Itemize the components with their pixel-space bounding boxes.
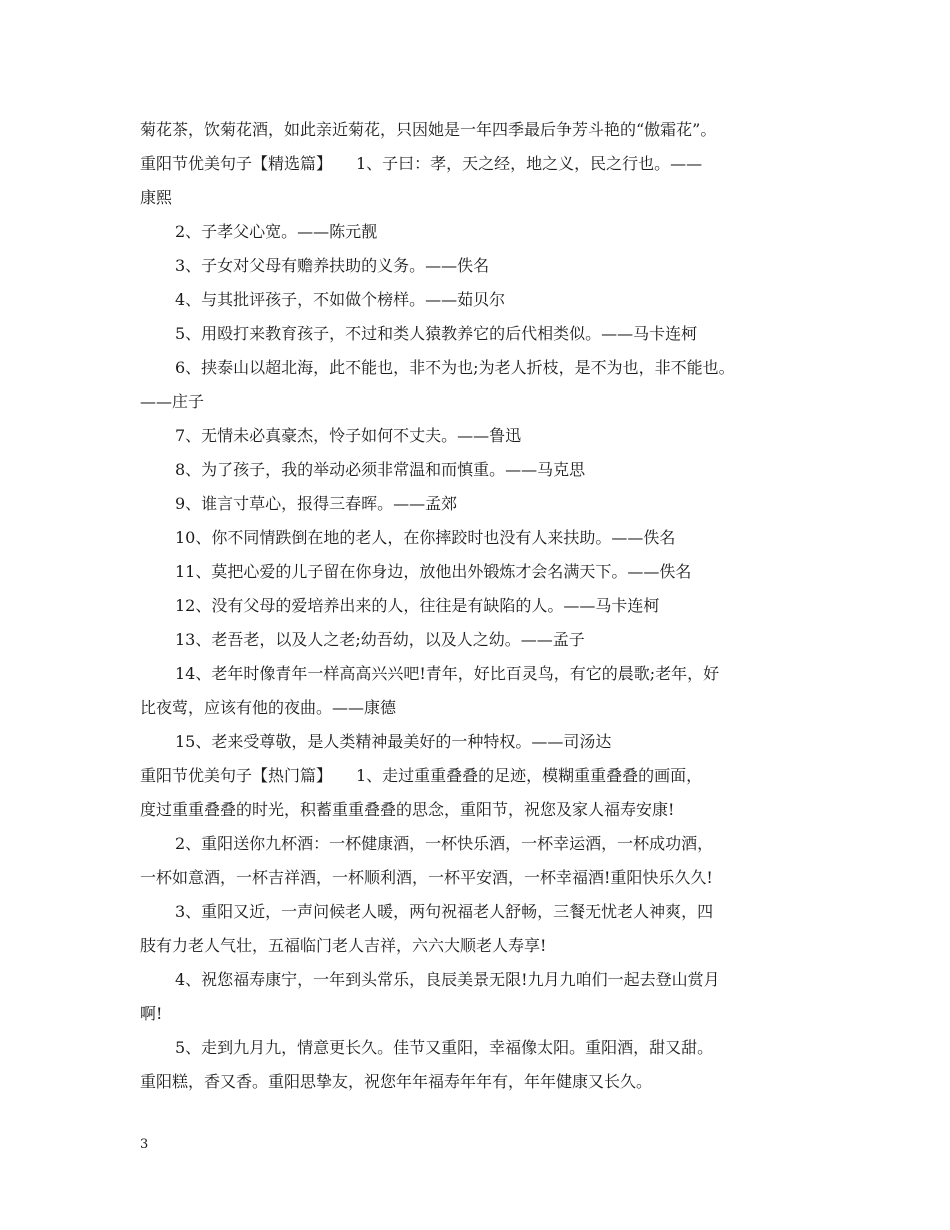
text-line: 肢有力老人气壮，五福临门老人吉祥，六六大顺老人寿享! [140, 936, 547, 955]
text-line: 8、为了孩子，我的举动必须非常温和而慎重。——马克思 [175, 460, 586, 479]
text-line: 13、老吾老，以及人之老;幼吾幼，以及人之幼。——孟子 [175, 630, 585, 649]
text-line: 7、无情未必真豪杰，怜子如何不丈夫。——鲁迅 [175, 426, 522, 445]
text-line: 15、老来受尊敬，是人类精神最美好的一种特权。——司汤达 [175, 732, 612, 751]
text-line: 康熙 [140, 188, 173, 207]
text-line: 3、子女对父母有赡养扶助的义务。——佚名 [175, 256, 490, 275]
text-line: 14、老年时像青年一样高高兴兴吧!青年，好比百灵鸟，有它的晨歌;老年，好 [175, 664, 720, 683]
text-line: 菊花茶，饮菊花酒，如此亲近菊花，只因她是一年四季最后争芳斗艳的“傲霜花”。 [140, 120, 717, 139]
text-line: 4、祝您福寿康宁，一年到头常乐，良辰美景无限!九月九咱们一起去登山赏月 [175, 970, 720, 989]
text-line: 6、挟泰山以超北海，此不能也，非不为也;为老人折枝，是不为也，非不能也。 [175, 358, 735, 377]
text-line: 重阳糕，香又香。重阳思挚友，祝您年年福寿年年有，年年健康又长久。 [140, 1072, 653, 1091]
text-line: 一杯如意酒，一杯吉祥酒，一杯顺利酒，一杯平安酒，一杯幸福酒!重阳快乐久久! [140, 868, 713, 887]
text-line: 3、重阳又近，一声问候老人暖，两句祝福老人舒畅，三餐无忧老人神爽，四 [175, 902, 714, 921]
text-line: 12、没有父母的爱培养出来的人，往往是有缺陷的人。——马卡连柯 [175, 596, 660, 615]
text-line: 重阳节优美句子【精选篇】 1、子曰：孝，天之经，地之义，民之行也。—— [140, 154, 703, 173]
text-line: 比夜莺，应该有他的夜曲。——康德 [140, 698, 397, 717]
text-line: 2、重阳送你九杯酒：一杯健康酒，一杯快乐酒，一杯幸运酒，一杯成功酒， [175, 834, 714, 853]
text-line: 2、子孝父心宽。——陈元靓 [175, 222, 378, 241]
text-line: 10、你不同情跌倒在地的老人，在你摔跤时也没有人来扶助。——佚名 [175, 528, 676, 547]
document-body [140, 113, 820, 1099]
text-line: 5、走到九月九，情意更长久。佳节又重阳，幸福像太阳。重阳酒，甜又甜。 [175, 1038, 714, 1057]
text-line: 重阳节优美句子【热门篇】 1、走过重重叠叠的足迹，模糊重重叠叠的画面， [140, 766, 703, 785]
text-line: 9、谁言寸草心，报得三春晖。——孟郊 [175, 494, 458, 513]
text-line: 度过重重叠叠的时光，积蓄重重叠叠的思念，重阳节，祝您及家人福寿安康! [140, 800, 675, 819]
text-line: 啊! [140, 1004, 163, 1023]
page-number: 3 [140, 1137, 149, 1152]
text-line: 5、用殴打来教育孩子，不过和类人猿教养它的后代相类似。——马卡连柯 [175, 324, 698, 343]
text-line: ——庄子 [140, 392, 205, 411]
text-line: 4、与其批评孩子，不如做个榜样。——茹贝尔 [175, 290, 506, 309]
text-line: 11、莫把心爱的儿子留在你身边，放他出外锻炼才会名满天下。——佚名 [175, 562, 692, 581]
